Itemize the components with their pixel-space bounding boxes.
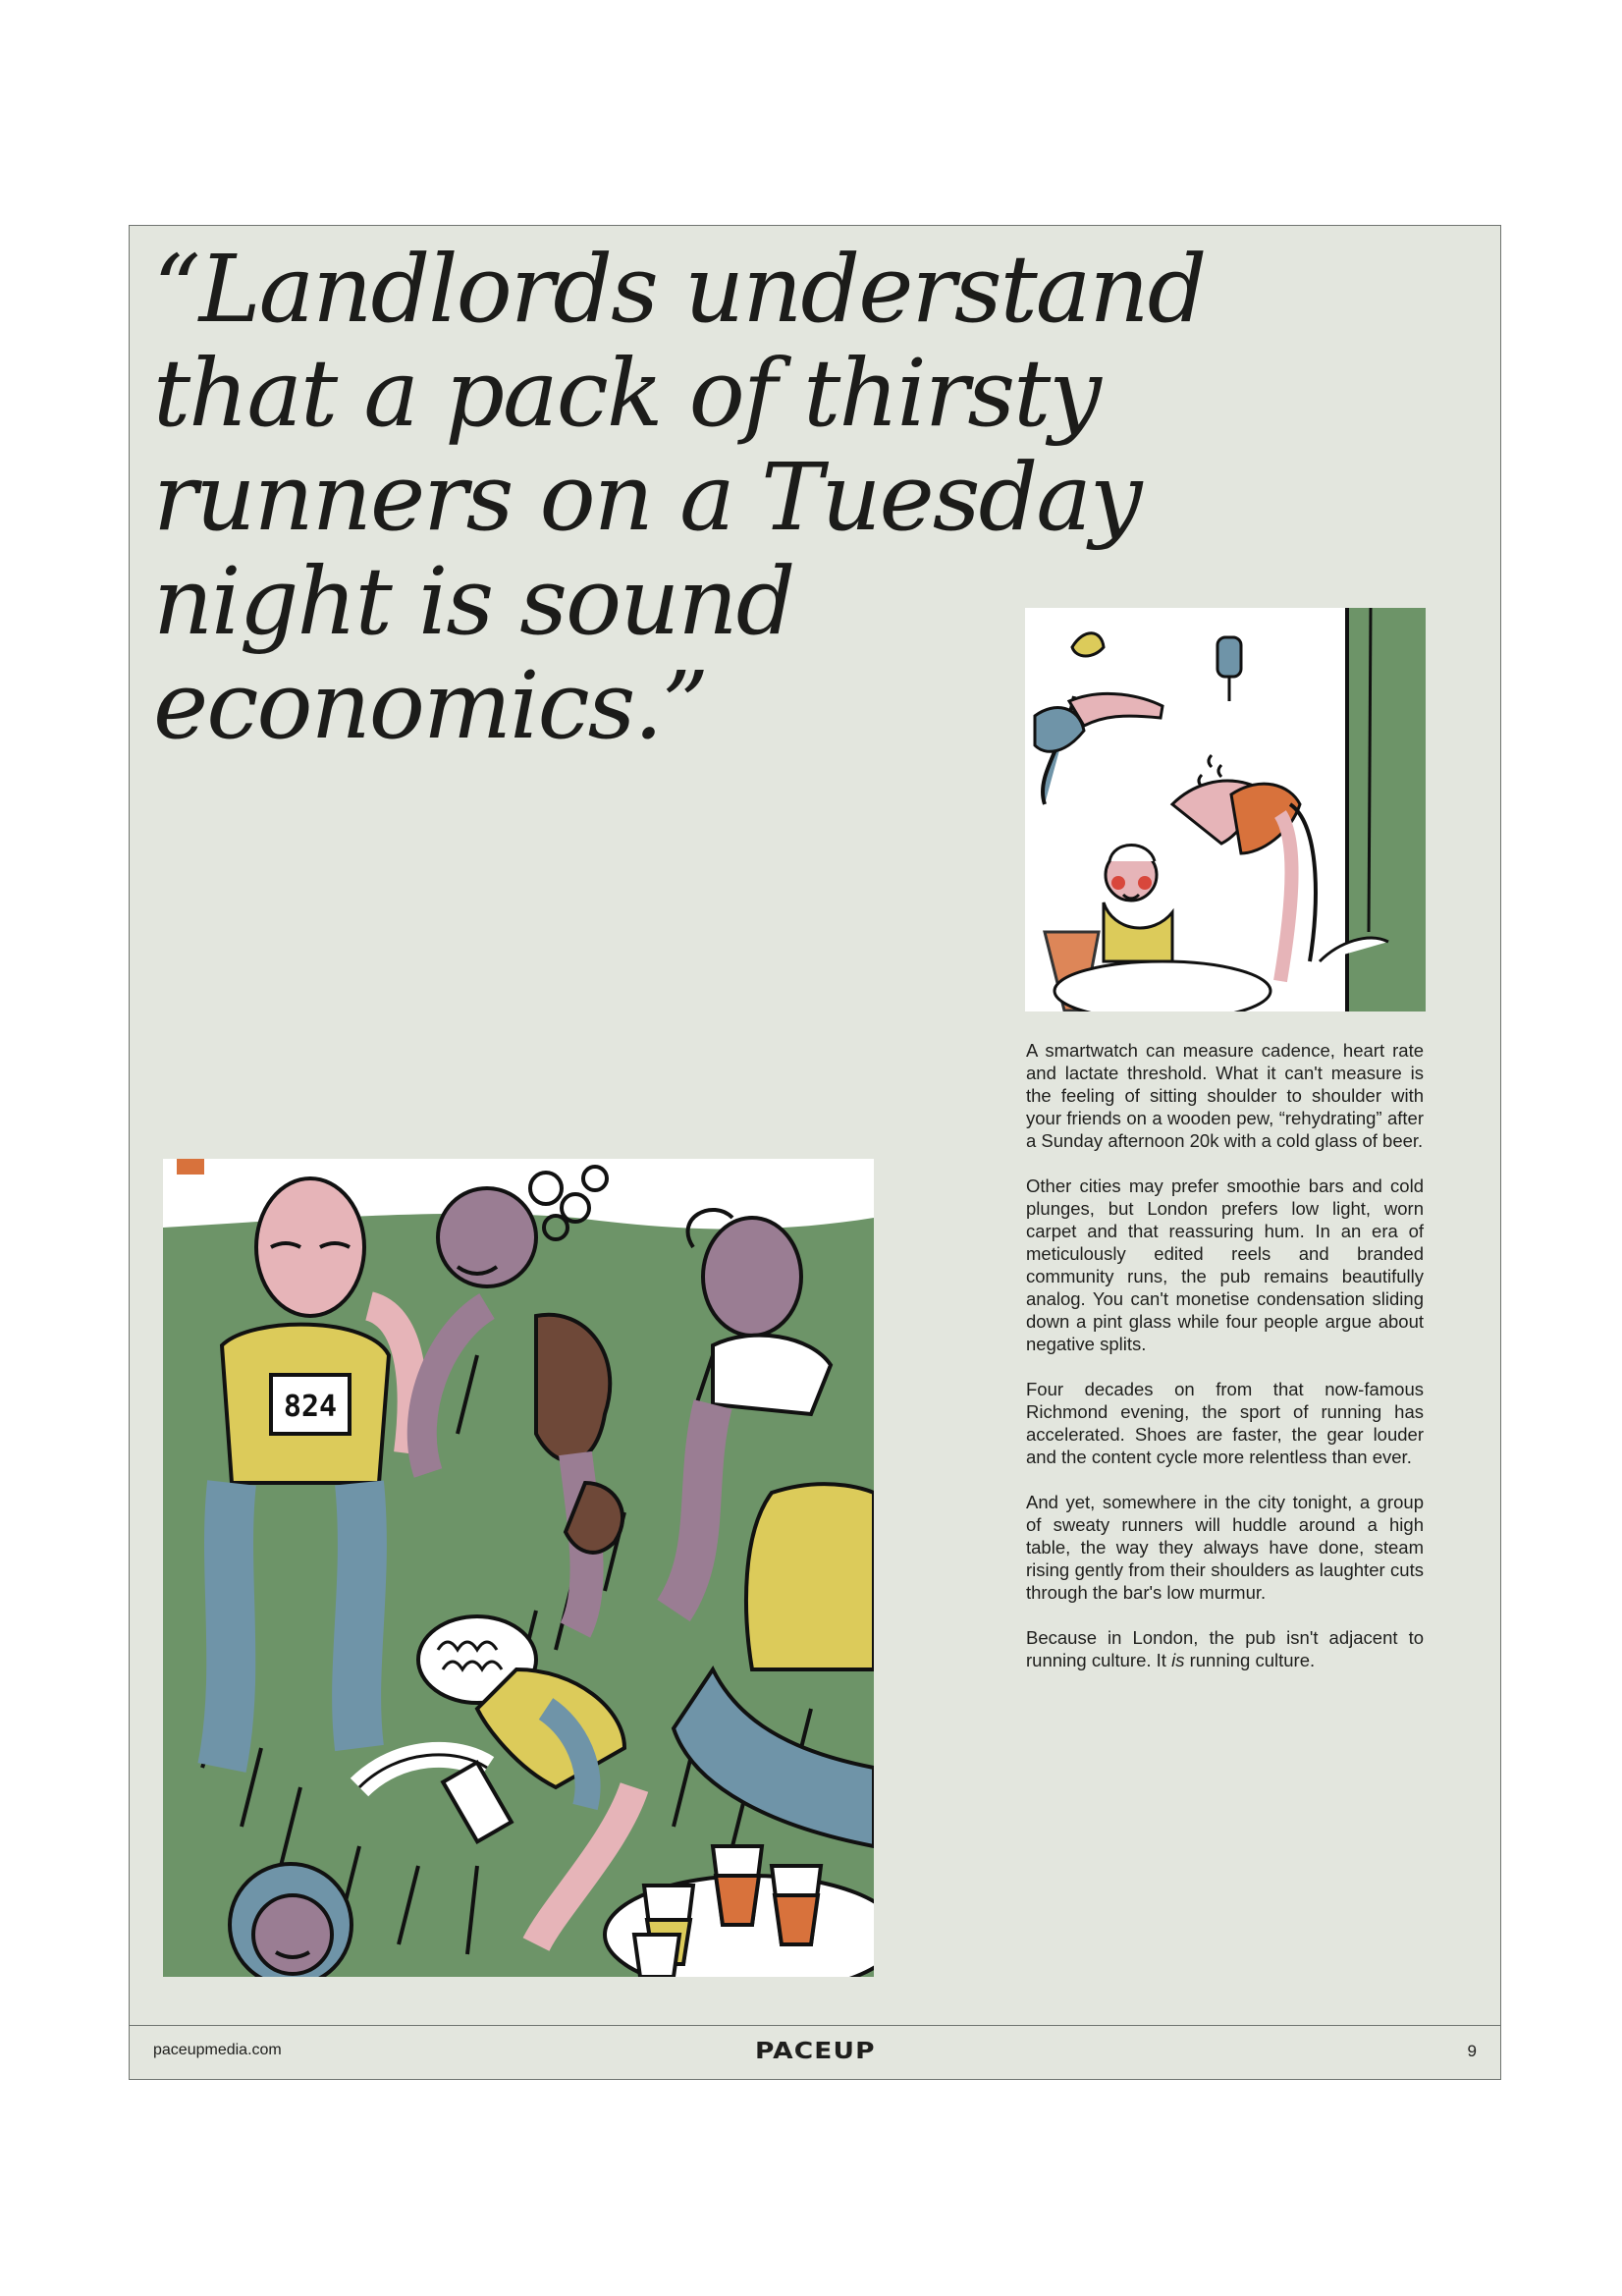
pull-quote-line: economics.” <box>153 652 708 760</box>
closing-emphasis: is <box>1171 1650 1185 1670</box>
closing-text-start: Because in London, the pub isn't adjacent to running culture. It <box>1026 1627 1424 1670</box>
closing-text-end: running culture. <box>1184 1650 1316 1670</box>
article-paragraph: Other cities may prefer smoothie bars and cold plunges, but London prefers low light, worn carpet and that reassuring hum. In an era of meticulously edited reels and branded community runs, the pub remains beautifully analog. You can't monetise condensation sliding down a pint glass while four people argue about negative splits. <box>1026 1175 1424 1354</box>
footer-logo-text: PACEUP <box>754 2039 876 2064</box>
pull-quote-line: “Landlords understand <box>153 236 1206 344</box>
bib-number: 824 <box>283 1390 338 1424</box>
article-paragraph: Four decades on from that now-famous Richmond evening, the sport of running has accelerated. Shoes are faster, the gear louder and the content cycle more relentless than ever. <box>1026 1379 1424 1467</box>
article-paragraph-closing <box>1026 1626 1424 1671</box>
page-number: 9 <box>1467 2042 1477 2060</box>
pull-quote <box>153 236 1206 760</box>
illustration-pub-runners <box>163 1159 874 1977</box>
pull-quote-line: night is sound <box>153 548 794 656</box>
pull-quote-line: runners on a Tuesday <box>153 444 1141 552</box>
article-body <box>1026 1039 1424 1694</box>
footer-url[interactable]: paceupmedia.com <box>153 2042 282 2058</box>
illustration-shower <box>1025 608 1426 1011</box>
article-paragraph: And yet, somewhere in the city tonight, a group of sweaty runners will huddle around a high table, the way they always have done, steam rising gently from their shoulders as laughter cuts through the bar's low murmur. <box>1026 1492 1424 1603</box>
footer-divider <box>130 2025 1500 2026</box>
illustration-shower-svg <box>1025 608 1426 1011</box>
article-paragraph: A smartwatch can measure cadence, heart rate and lactate threshold. What it can't measure is the feeling of sitting shoulder to shoulder with your friends on a wooden pew, “rehydrating” after a Sunday afternoon 20k with a cold glass of beer. <box>1026 1040 1424 1151</box>
illustration-pub-runners-svg <box>163 1159 874 1977</box>
pull-quote-line: that a pack of thirsty <box>153 340 1100 448</box>
page-panel <box>129 225 1501 2080</box>
footer-logo <box>130 2039 1500 2064</box>
